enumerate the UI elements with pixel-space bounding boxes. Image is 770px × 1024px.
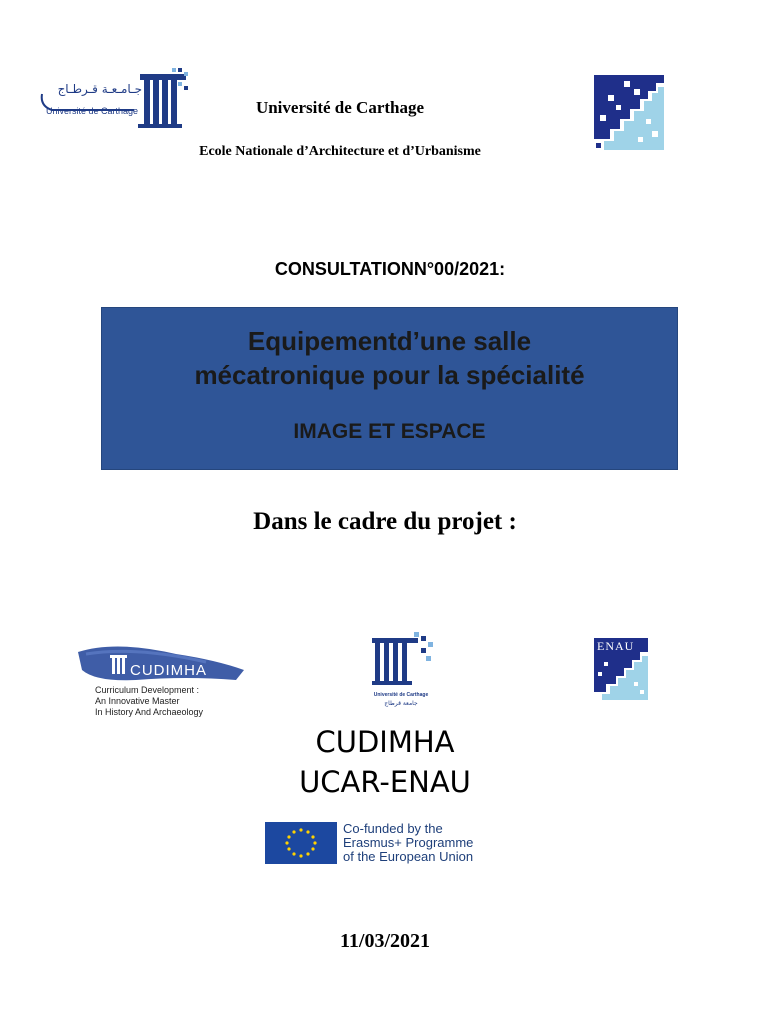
- university-name: Université de Carthage: [255, 98, 425, 117]
- enau-logo: [594, 638, 648, 700]
- ucar-logo-latin: Université de Carthage: [46, 106, 139, 116]
- project-partners: UCAR-ENAU: [299, 765, 471, 799]
- erasmus-line-2: Erasmus+ Programme: [343, 835, 474, 850]
- ucar-small-latin: Université de Carthage: [373, 692, 429, 698]
- banner-title-line-1: Equipementd’une salle: [247, 326, 532, 356]
- enau-logo-text: ENAU: [597, 639, 635, 653]
- cudimha-tagline-line-1: Curriculum Development :: [95, 685, 200, 695]
- eu-flag: [265, 822, 337, 864]
- banner-subtitle: IMAGE ET ESPACE: [293, 420, 486, 443]
- eu-stars-icon: [265, 822, 337, 864]
- project-context: Dans le cadre du projet :: [253, 508, 517, 535]
- enau-emblem-top: [594, 75, 664, 150]
- erasmus-line-3: of the European Union: [343, 849, 474, 864]
- document-date: 11/03/2021: [339, 930, 430, 952]
- project-name: CUDIMHA: [315, 725, 455, 759]
- consultation-number: CONSULTATIONN°00/2021:: [274, 259, 506, 279]
- erasmus-cofunded-text: [343, 822, 503, 864]
- enau-emblem-top-graphic: [594, 75, 664, 150]
- cudimha-tagline-line-3: In History And Archaeology: [95, 707, 204, 717]
- cudimha-tagline: [95, 685, 265, 718]
- school-name: Ecole Nationale d’Architecture et d’Urbanisme: [199, 144, 481, 159]
- cudimha-tagline-line-2: An Innovative Master: [95, 696, 180, 706]
- erasmus-line-1: Co-funded by the: [343, 821, 443, 836]
- banner-title-line-2: mécatronique pour la spécialité: [194, 360, 585, 390]
- ucar-logo-small-graphic: [366, 632, 436, 688]
- ucar-small-arabic: جامعة قرطاج: [384, 700, 418, 707]
- ucar-logo-arabic: جـامـعـة قـرطـاج: [57, 82, 142, 96]
- cudimha-logo-name: CUDIMHA: [130, 662, 207, 679]
- ucar-logo-small: [366, 632, 436, 712]
